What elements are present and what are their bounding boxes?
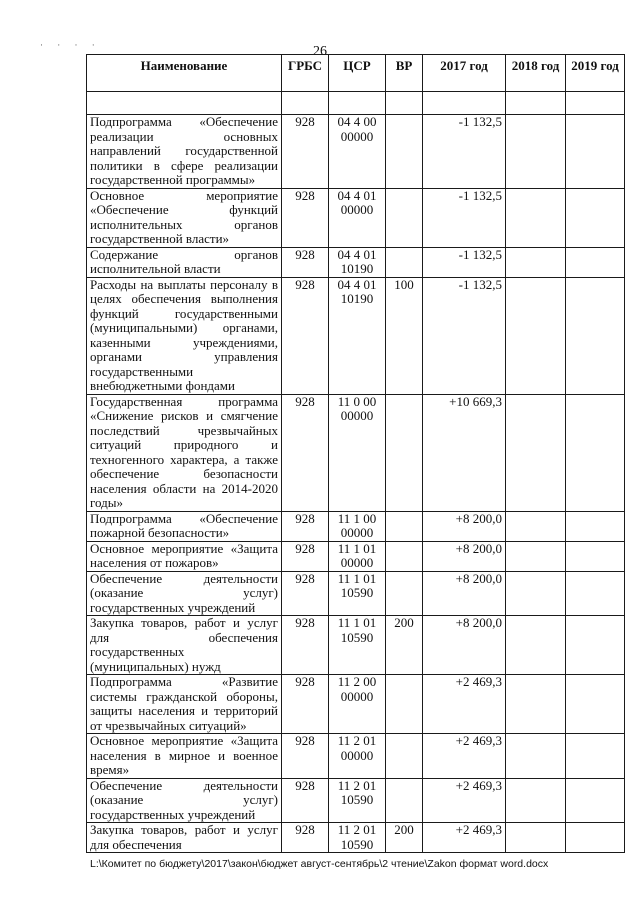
header-2018: 2018 год — [506, 55, 566, 92]
header-2019: 2019 год — [566, 55, 625, 92]
row-2017: +2 469,3 — [423, 675, 506, 734]
row-vr — [386, 734, 423, 779]
row-name: Подпрограмма «Развитие системы гражданской обороны, защиты населения и территорий от чрезвычайных ситуаций» — [87, 675, 282, 734]
row-2018 — [506, 616, 566, 675]
row-csr: 11 1 01 10590 — [329, 571, 386, 616]
row-2018 — [506, 277, 566, 394]
row-2017: +2 469,3 — [423, 823, 506, 853]
row-2019 — [566, 734, 625, 779]
row-csr: 04 4 01 10190 — [329, 247, 386, 277]
table-row — [87, 541, 625, 571]
row-2017: -1 132,5 — [423, 115, 506, 189]
row-vr — [386, 188, 423, 247]
spacer-cell — [386, 92, 423, 115]
row-vr: 200 — [386, 823, 423, 853]
row-grbs: 928 — [282, 511, 329, 541]
row-name: Обеспечение деятельности (оказание услуг) государственных учреждений — [87, 571, 282, 616]
table-row — [87, 115, 625, 189]
row-vr — [386, 247, 423, 277]
row-name: Содержание органов исполнительной власти — [87, 247, 282, 277]
spacer-cell — [423, 92, 506, 115]
row-2019 — [566, 247, 625, 277]
table-row — [87, 247, 625, 277]
row-grbs: 928 — [282, 394, 329, 511]
row-2019 — [566, 394, 625, 511]
header-csr: ЦСР — [329, 55, 386, 92]
row-2018 — [506, 115, 566, 189]
row-vr — [386, 571, 423, 616]
row-vr — [386, 541, 423, 571]
row-name: Основное мероприятие «Обеспечение функций исполнительных органов государственной власти» — [87, 188, 282, 247]
row-2018 — [506, 247, 566, 277]
footer-file-path: L:\Комитет по бюджету\2017\закон\бюджет август-сентябрь\2 чтение\Zakon формат word.docx — [90, 858, 549, 870]
table-row — [87, 511, 625, 541]
row-grbs: 928 — [282, 823, 329, 853]
row-2017: -1 132,5 — [423, 277, 506, 394]
header-grbs: ГРБС — [282, 55, 329, 92]
row-grbs: 928 — [282, 571, 329, 616]
row-2019 — [566, 277, 625, 394]
table-row — [87, 734, 625, 779]
row-2017: +10 669,3 — [423, 394, 506, 511]
row-2018 — [506, 823, 566, 853]
table-row — [87, 823, 625, 853]
header-vr: ВР — [386, 55, 423, 92]
header-2017: 2017 год — [423, 55, 506, 92]
row-csr: 04 4 01 10190 — [329, 277, 386, 394]
header-name: Наименование — [87, 55, 282, 92]
row-name: Закупка товаров, работ и услуг для обеспечения — [87, 823, 282, 853]
row-name: Обеспечение деятельности (оказание услуг) государственных учреждений — [87, 778, 282, 823]
row-grbs: 928 — [282, 247, 329, 277]
row-2018 — [506, 734, 566, 779]
row-grbs: 928 — [282, 734, 329, 779]
table-row — [87, 571, 625, 616]
spacer-row — [87, 92, 625, 115]
row-vr — [386, 778, 423, 823]
row-vr — [386, 115, 423, 189]
row-grbs: 928 — [282, 778, 329, 823]
row-name: Основное мероприятие «Защита населения в мирное и военное время» — [87, 734, 282, 779]
row-2019 — [566, 511, 625, 541]
row-csr: 04 4 01 00000 — [329, 188, 386, 247]
table-row — [87, 778, 625, 823]
row-vr — [386, 511, 423, 541]
row-csr: 11 1 00 00000 — [329, 511, 386, 541]
row-2019 — [566, 571, 625, 616]
spacer-cell — [87, 92, 282, 115]
row-name: Подпрограмма «Обеспечение пожарной безопасности» — [87, 511, 282, 541]
row-name: Закупка товаров, работ и услуг для обеспечения государственных (муниципальных) нужд — [87, 616, 282, 675]
row-2017: +8 200,0 — [423, 571, 506, 616]
row-2017: +8 200,0 — [423, 616, 506, 675]
table-row — [87, 675, 625, 734]
row-csr: 11 2 00 00000 — [329, 675, 386, 734]
row-vr: 100 — [386, 277, 423, 394]
row-2019 — [566, 616, 625, 675]
row-2018 — [506, 675, 566, 734]
row-csr: 11 2 01 10590 — [329, 778, 386, 823]
row-2018 — [506, 188, 566, 247]
row-vr — [386, 675, 423, 734]
row-grbs: 928 — [282, 675, 329, 734]
row-vr — [386, 394, 423, 511]
table-row — [87, 188, 625, 247]
row-2017: -1 132,5 — [423, 188, 506, 247]
row-2017: +8 200,0 — [423, 511, 506, 541]
row-csr: 11 1 01 10590 — [329, 616, 386, 675]
row-grbs: 928 — [282, 277, 329, 394]
row-name: Государственная программа «Снижение рисков и смягчение последствий чрезвычайных ситуаций природного и техногенного характера, а также обеспечение безопасности населения области на 2014-2020 годы» — [87, 394, 282, 511]
row-grbs: 928 — [282, 616, 329, 675]
page-number: 26 — [313, 44, 327, 59]
table-row — [87, 277, 625, 394]
row-2019 — [566, 778, 625, 823]
table-row — [87, 616, 625, 675]
row-2018 — [506, 394, 566, 511]
row-2017: +2 469,3 — [423, 778, 506, 823]
table-header-row — [87, 55, 625, 92]
spacer-cell — [566, 92, 625, 115]
row-csr: 11 2 01 10590 — [329, 823, 386, 853]
row-2017: +2 469,3 — [423, 734, 506, 779]
row-csr: 11 1 01 00000 — [329, 541, 386, 571]
row-name: Основное мероприятие «Защита населения от пожаров» — [87, 541, 282, 571]
table-row — [87, 394, 625, 511]
row-2017: -1 132,5 — [423, 247, 506, 277]
row-2018 — [506, 778, 566, 823]
scan-marks: · · · · — [40, 40, 101, 50]
row-2018 — [506, 571, 566, 616]
row-csr: 11 0 00 00000 — [329, 394, 386, 511]
row-grbs: 928 — [282, 115, 329, 189]
spacer-cell — [282, 92, 329, 115]
row-2018 — [506, 511, 566, 541]
row-2019 — [566, 675, 625, 734]
row-2018 — [506, 541, 566, 571]
row-grbs: 928 — [282, 188, 329, 247]
row-name: Расходы на выплаты персоналу в целях обеспечения выполнения функций государственными (муниципальными) органами, казенными учреждениями, органами управления государственными внебюджетными фондами — [87, 277, 282, 394]
row-2019 — [566, 823, 625, 853]
row-csr: 04 4 00 00000 — [329, 115, 386, 189]
row-csr: 11 2 01 00000 — [329, 734, 386, 779]
row-2019 — [566, 541, 625, 571]
spacer-cell — [506, 92, 566, 115]
budget-table — [86, 54, 625, 853]
row-2017: +8 200,0 — [423, 541, 506, 571]
row-2019 — [566, 188, 625, 247]
spacer-cell — [329, 92, 386, 115]
row-grbs: 928 — [282, 541, 329, 571]
row-name: Подпрограмма «Обеспечение реализации основных направлений государственной политики в сфере реализации государственной программы» — [87, 115, 282, 189]
row-vr: 200 — [386, 616, 423, 675]
row-2019 — [566, 115, 625, 189]
